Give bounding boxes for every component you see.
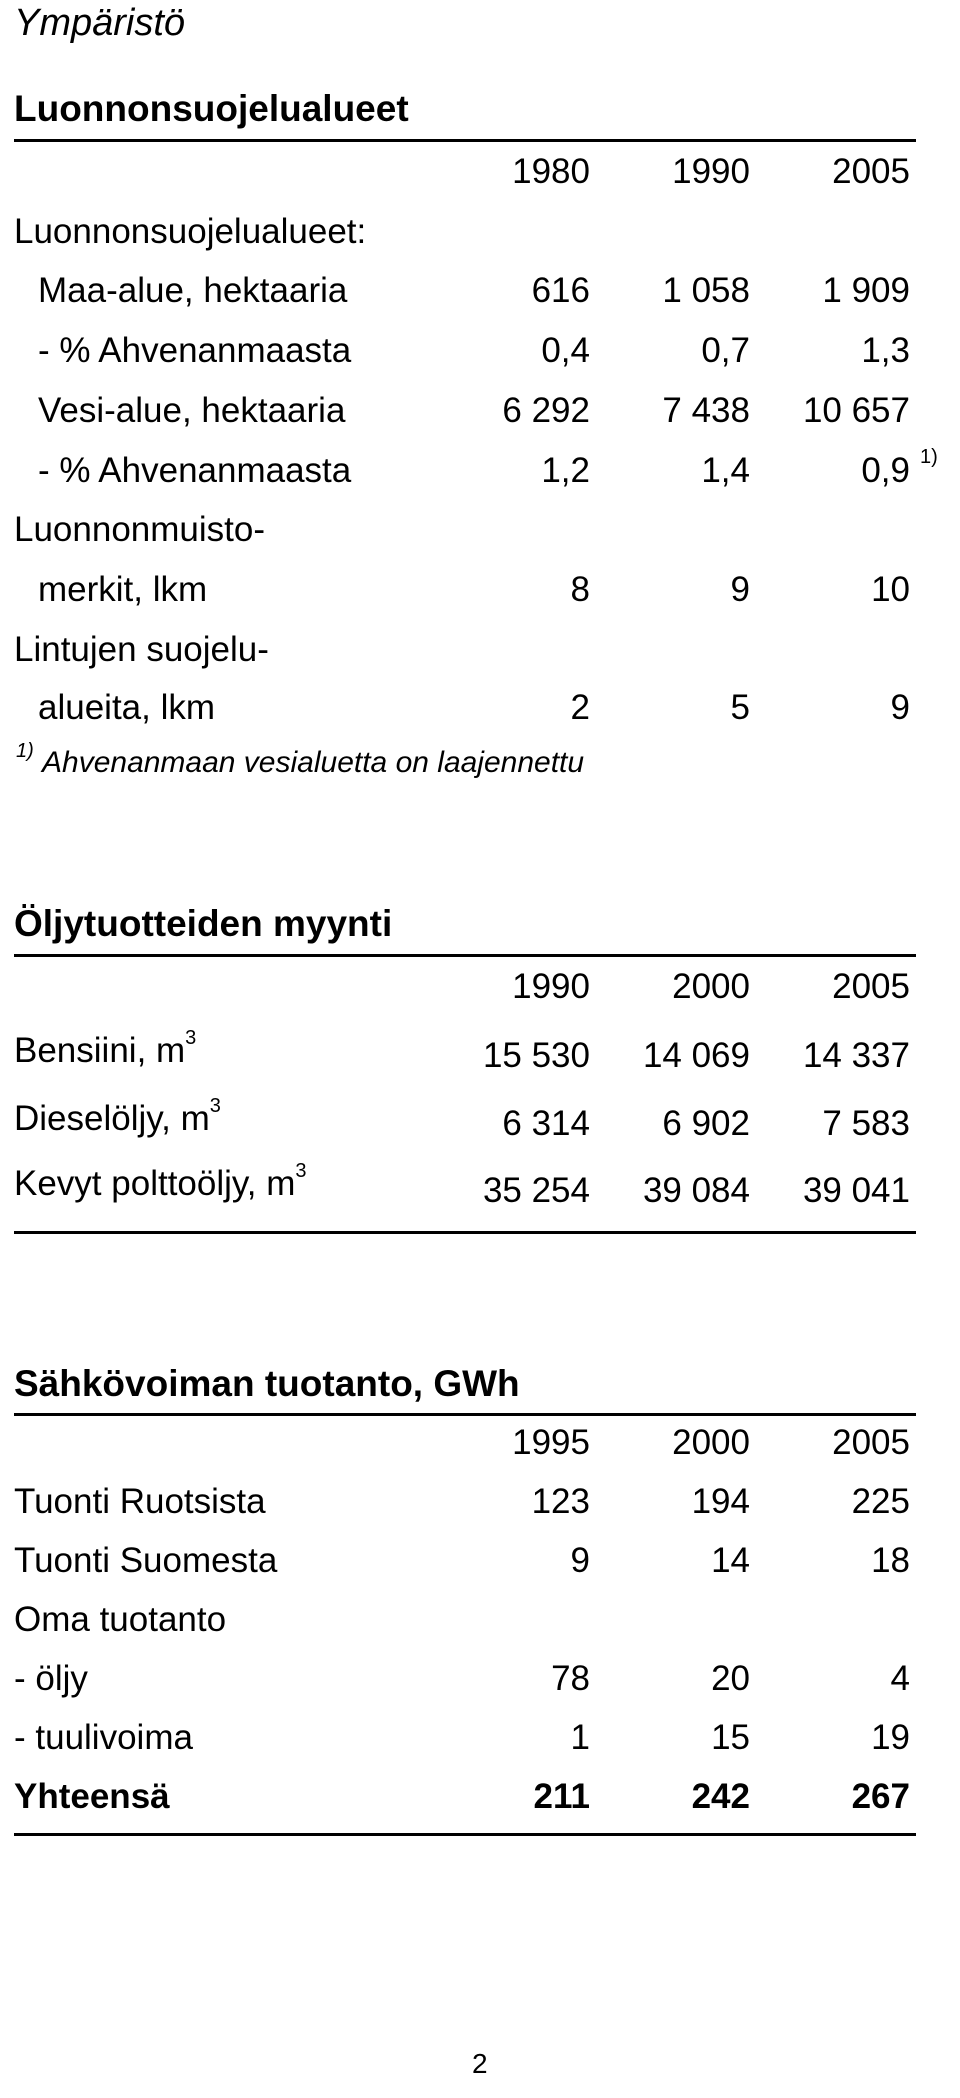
oil-year-1: 1990: [512, 967, 590, 1006]
oil-bottom-rule: [14, 1231, 916, 1234]
nature-row-label: Lintujen suojelu-: [14, 630, 269, 669]
power-year-2: 2000: [672, 1423, 750, 1462]
nature-year-3: 2005: [832, 152, 910, 191]
power-row-label: Tuonti Ruotsista: [14, 1482, 266, 1521]
nature-cell: 8: [570, 570, 590, 609]
nature-cell: 616: [531, 271, 590, 310]
power-cell: 20: [711, 1659, 750, 1698]
oil-cell: 14 069: [642, 1036, 750, 1075]
nature-year-2: 1990: [672, 152, 750, 191]
power-row-label: Tuonti Suomesta: [14, 1541, 278, 1580]
nature-cell: 10: [871, 570, 910, 609]
nature-cell: 2: [570, 688, 590, 727]
nature-cell: 5: [730, 688, 750, 727]
nature-row-label: Maa-alue, hektaaria: [38, 271, 348, 310]
nature-row-label: merkit, lkm: [38, 570, 208, 609]
power-section-title: Sähkövoiman tuotanto, GWh: [14, 1363, 520, 1404]
footnote-marker: 1): [920, 446, 938, 468]
power-total-cell: 242: [691, 1777, 750, 1816]
oil-cell: 7 583: [822, 1104, 910, 1143]
oil-year-3: 2005: [832, 967, 910, 1006]
power-cell: 225: [851, 1482, 910, 1521]
nature-row-label: - % Ahvenanmaasta: [38, 331, 352, 370]
nature-row-label: Luonnonmuisto-: [14, 510, 265, 549]
power-year-1: 1995: [512, 1423, 590, 1462]
oil-cell: 6 902: [662, 1104, 750, 1143]
power-total-label: Yhteensä: [14, 1777, 170, 1816]
power-cell: 19: [871, 1718, 910, 1757]
power-cell: 1: [570, 1718, 590, 1757]
oil-section-title: Öljytuotteiden myynti: [14, 903, 393, 944]
nature-section-title: Luonnonsuojelualueet: [14, 88, 409, 129]
power-cell: 4: [890, 1659, 910, 1698]
oil-title-rule: [14, 954, 916, 957]
nature-cell: 0,9: [861, 451, 910, 490]
power-cell: 14: [711, 1541, 750, 1580]
oil-row-label: Dieselöljy, $m^3$: [14, 1095, 221, 1138]
nature-cell: 10 657: [802, 391, 910, 430]
nature-row-label: Luonnonsuojelualueet:: [14, 212, 367, 251]
oil-row-label: Bensiini, $m^3$: [14, 1027, 197, 1070]
nature-cell: 1,4: [701, 451, 750, 490]
oil-cell: 6 314: [502, 1104, 590, 1143]
power-row-label: - tuulivoima: [14, 1718, 193, 1757]
oil-cell: 14 337: [802, 1036, 910, 1075]
footnote-text: Ahvenanmaan vesialuetta on laajennettu: [42, 746, 585, 779]
oil-cell: 15 530: [482, 1036, 590, 1075]
nature-year-1: 1980: [512, 152, 590, 191]
power-row-label: - öljy: [14, 1659, 88, 1698]
nature-cell: 1,2: [541, 451, 590, 490]
nature-cell: 1 909: [822, 271, 910, 310]
oil-year-2: 2000: [672, 967, 750, 1006]
nature-cell: 9: [890, 688, 910, 727]
page-number: 2: [472, 2048, 488, 2079]
power-total-cell: 267: [851, 1777, 910, 1816]
nature-cell: 6 292: [502, 391, 590, 430]
power-bottom-rule: [14, 1833, 916, 1836]
nature-title-rule: [14, 139, 916, 142]
oil-cell: 39 084: [642, 1171, 750, 1210]
power-cell: 194: [691, 1482, 750, 1521]
nature-cell: 7 438: [662, 391, 750, 430]
power-title-rule: [14, 1413, 916, 1416]
nature-row-label: - % Ahvenanmaasta: [38, 451, 352, 490]
nature-cell: 0,7: [701, 331, 750, 370]
power-cell: 123: [531, 1482, 590, 1521]
power-cell: 18: [871, 1541, 910, 1580]
power-cell: 78: [551, 1659, 590, 1698]
nature-row-label: Vesi-alue, hektaaria: [38, 391, 346, 430]
nature-row-label: alueita, lkm: [38, 688, 216, 727]
oil-cell: 39 041: [802, 1171, 910, 1210]
page-header: Ympäristö: [14, 2, 186, 44]
power-total-cell: 211: [533, 1777, 590, 1816]
power-cell: 15: [711, 1718, 750, 1757]
nature-cell: 9: [730, 570, 750, 609]
nature-cell: 1 058: [662, 271, 750, 310]
power-row-label: Oma tuotanto: [14, 1600, 227, 1639]
footnote-mark: 1): [16, 740, 34, 762]
oil-cell: 35 254: [482, 1171, 590, 1210]
oil-row-label: Kevyt polttoöljy, $m^3$: [14, 1160, 307, 1203]
nature-cell: 0,4: [541, 331, 590, 370]
power-cell: 9: [570, 1541, 590, 1580]
nature-cell: 1,3: [861, 331, 910, 370]
power-year-3: 2005: [832, 1423, 910, 1462]
